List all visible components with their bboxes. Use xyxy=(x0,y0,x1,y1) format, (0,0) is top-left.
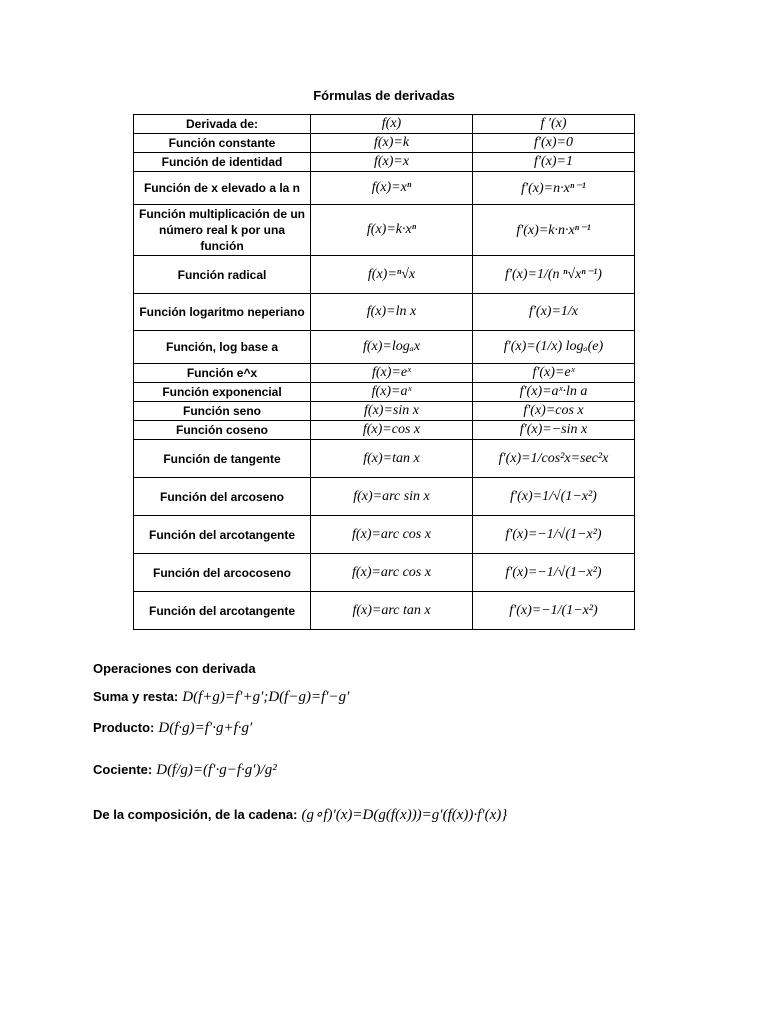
chain-label: De la composición, de la cadena: xyxy=(93,807,298,822)
header-dfx: f ′(x) xyxy=(473,115,635,134)
row-dfx: f′(x)=−1/(1−x²) xyxy=(473,592,635,630)
row-dfx: f′(x)=−1/√(1−x²) xyxy=(473,516,635,554)
row-dfx: f′(x)=n·xⁿ⁻¹ xyxy=(473,172,635,205)
row-dfx: f′(x)=aˣ·ln a xyxy=(473,383,635,402)
chain-formula: (g∘f)′(x)=D(g(f(x)))=g′(f(x))·f′(x)} xyxy=(301,807,508,823)
table-row xyxy=(134,205,635,256)
row-label: Función del arcocoseno xyxy=(134,554,311,592)
row-fx: f(x)=eˣ xyxy=(311,364,473,383)
row-fx: f(x)=ⁿ√x xyxy=(311,256,473,294)
table-row xyxy=(134,331,635,364)
product-label: Producto: xyxy=(93,720,155,735)
row-dfx: f′(x)=1/cos²x=sec²x xyxy=(473,440,635,478)
row-dfx: f′(x)=0 xyxy=(473,134,635,153)
row-fx: f(x)=arc cos x xyxy=(311,554,473,592)
row-dfx: f′(x)=(1/x) logₐ(e) xyxy=(473,331,635,364)
row-fx: f(x)=x xyxy=(311,153,473,172)
row-label: Función multiplicación de un número real k por una función xyxy=(134,205,311,256)
table-row xyxy=(134,256,635,294)
row-fx: f(x)=ln x xyxy=(311,294,473,331)
row-label: Función de x elevado a la n xyxy=(134,172,311,205)
sum-formula: D(f+g)=f′+g′;D(f−g)=f′−g′ xyxy=(182,689,350,705)
row-label: Función seno xyxy=(134,402,311,421)
chain-rule xyxy=(93,805,507,824)
row-label: Función, log base a xyxy=(134,331,311,364)
row-dfx: f′(x)=1/√(1−x²) xyxy=(473,478,635,516)
row-dfx: f′(x)=−1/√(1−x²) xyxy=(473,554,635,592)
product-rule xyxy=(93,720,252,737)
row-dfx: f′(x)=1/(n ⁿ√xⁿ⁻¹) xyxy=(473,256,635,294)
row-fx: f(x)=k·xⁿ xyxy=(311,205,473,256)
row-label: Función del arcotangente xyxy=(134,516,311,554)
table-row xyxy=(134,592,635,630)
row-dfx: f′(x)=cos x xyxy=(473,402,635,421)
table-row xyxy=(134,421,635,440)
quotient-label: Cociente: xyxy=(93,762,153,777)
table-row xyxy=(134,383,635,402)
row-fx: f(x)=aˣ xyxy=(311,383,473,402)
row-fx: f(x)=k xyxy=(311,134,473,153)
row-dfx: f′(x)=1 xyxy=(473,153,635,172)
page-title: Fórmulas de derivadas xyxy=(313,88,455,103)
row-fx: f(x)=arc sin x xyxy=(311,478,473,516)
row-label: Función e^x xyxy=(134,364,311,383)
row-fx: f(x)=cos x xyxy=(311,421,473,440)
row-dfx: f′(x)=−sin x xyxy=(473,421,635,440)
sum-rule xyxy=(93,689,349,706)
quotient-rule xyxy=(93,762,277,779)
row-fx: f(x)=sin x xyxy=(311,402,473,421)
table-row xyxy=(134,402,635,421)
row-fx: f(x)=xⁿ xyxy=(311,172,473,205)
row-fx: f(x)=logₐx xyxy=(311,331,473,364)
row-label: Función coseno xyxy=(134,421,311,440)
row-label: Función logaritmo neperiano xyxy=(134,294,311,331)
product-formula: D(f·g)=f′·g+f·g′ xyxy=(158,720,253,736)
row-label: Función exponencial xyxy=(134,383,311,402)
header-fx: f(x) xyxy=(311,115,473,134)
table-row xyxy=(134,516,635,554)
derivatives-table xyxy=(133,114,635,630)
row-fx: f(x)=arc cos x xyxy=(311,516,473,554)
row-label: Función de identidad xyxy=(134,153,311,172)
row-label: Función constante xyxy=(134,134,311,153)
row-label: Función del arcoseno xyxy=(134,478,311,516)
table-row xyxy=(134,364,635,383)
quotient-formula: D(f/g)=(f′·g−f·g′)/g² xyxy=(156,762,277,778)
table-header-row xyxy=(134,115,635,134)
row-label: Función radical xyxy=(134,256,311,294)
row-label: Función de tangente xyxy=(134,440,311,478)
row-fx: f(x)=arc tan x xyxy=(311,592,473,630)
row-dfx: f′(x)=eˣ xyxy=(473,364,635,383)
table-row xyxy=(134,554,635,592)
row-dfx: f′(x)=k·n·xⁿ⁻¹ xyxy=(473,205,635,256)
table-row xyxy=(134,172,635,205)
row-label: Función del arcotangente xyxy=(134,592,311,630)
table-row xyxy=(134,294,635,331)
table-row xyxy=(134,134,635,153)
sum-label: Suma y resta: xyxy=(93,689,179,704)
table-row xyxy=(134,440,635,478)
row-dfx: f′(x)=1/x xyxy=(473,294,635,331)
header-label: Derivada de: xyxy=(134,115,311,134)
row-fx: f(x)=tan x xyxy=(311,440,473,478)
table-row xyxy=(134,153,635,172)
table-row xyxy=(134,478,635,516)
operations-heading: Operaciones con derivada xyxy=(93,661,256,676)
